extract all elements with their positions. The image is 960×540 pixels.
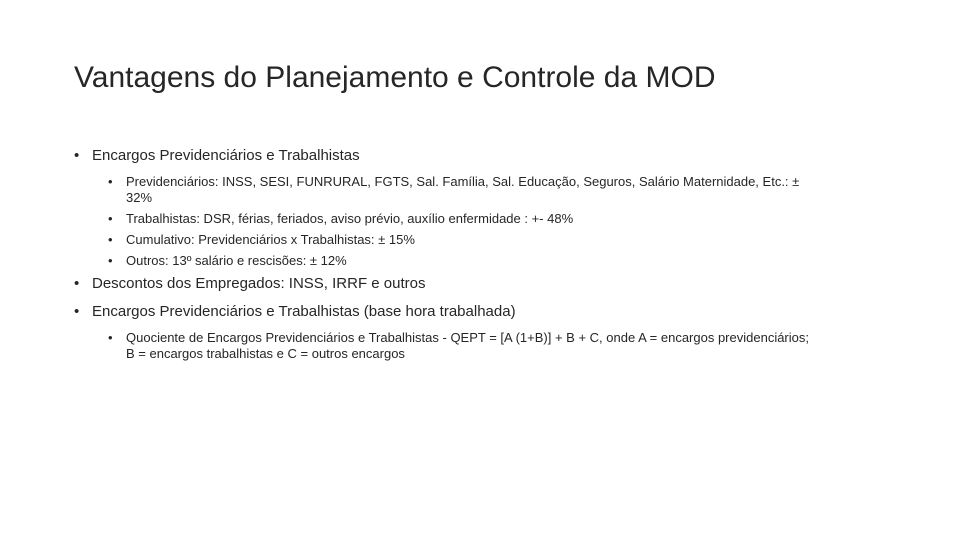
bullet-icon: • <box>74 275 80 292</box>
sub-item-text: Cumulativo: Previdenciários x Trabalhistas: ± 15% <box>126 232 415 247</box>
bullet-list <box>74 146 894 367</box>
bullet-icon: • <box>108 232 113 247</box>
list-item-text: Encargos Previdenciários e Trabalhistas <box>92 147 360 164</box>
bullet-icon: • <box>108 174 113 189</box>
bullet-icon: • <box>74 303 80 320</box>
bullet-icon: • <box>74 147 80 164</box>
list-item-text: Encargos Previdenciários e Trabalhistas (base hora trabalhada) <box>92 303 516 320</box>
bullet-icon: • <box>108 211 113 226</box>
list-item-descontos <box>74 274 894 294</box>
sub-list-encargos <box>108 174 894 269</box>
bullet-icon: • <box>108 253 113 268</box>
list-item-text: Descontos dos Empregados: INSS, IRRF e outros <box>92 275 426 292</box>
sub-item-previdenciarios <box>108 174 816 206</box>
sub-item-trabalhistas <box>108 211 816 227</box>
sub-list-encargos-base-hora <box>108 330 894 362</box>
sub-item-text: Previdenciários: INSS, SESI, FUNRURAL, FGTS, Sal. Família, Sal. Educação, Seguros, Salário Maternidade, Etc.: ± 32% <box>126 174 800 205</box>
sub-item-text: Quociente de Encargos Previdenciários e Trabalhistas - QEPT = [A (1+B)] + B + C, onde A = encargos previdenciários; B = encargos trabalhistas e C = outros encargos <box>126 330 809 361</box>
sub-item-text: Outros: 13º salário e rescisões: ± 12% <box>126 253 347 268</box>
sub-item-qept <box>108 330 816 362</box>
bullet-icon: • <box>108 330 113 345</box>
list-item-encargos <box>74 146 894 166</box>
list-item-encargos-base-hora <box>74 302 894 322</box>
sub-item-outros <box>108 253 816 269</box>
sub-item-text: Trabalhistas: DSR, férias, feriados, aviso prévio, auxílio enfermidade : +- 48% <box>126 211 574 226</box>
slide-title: Vantagens do Planejamento e Controle da MOD <box>74 61 716 94</box>
sub-item-cumulativo <box>108 232 816 248</box>
